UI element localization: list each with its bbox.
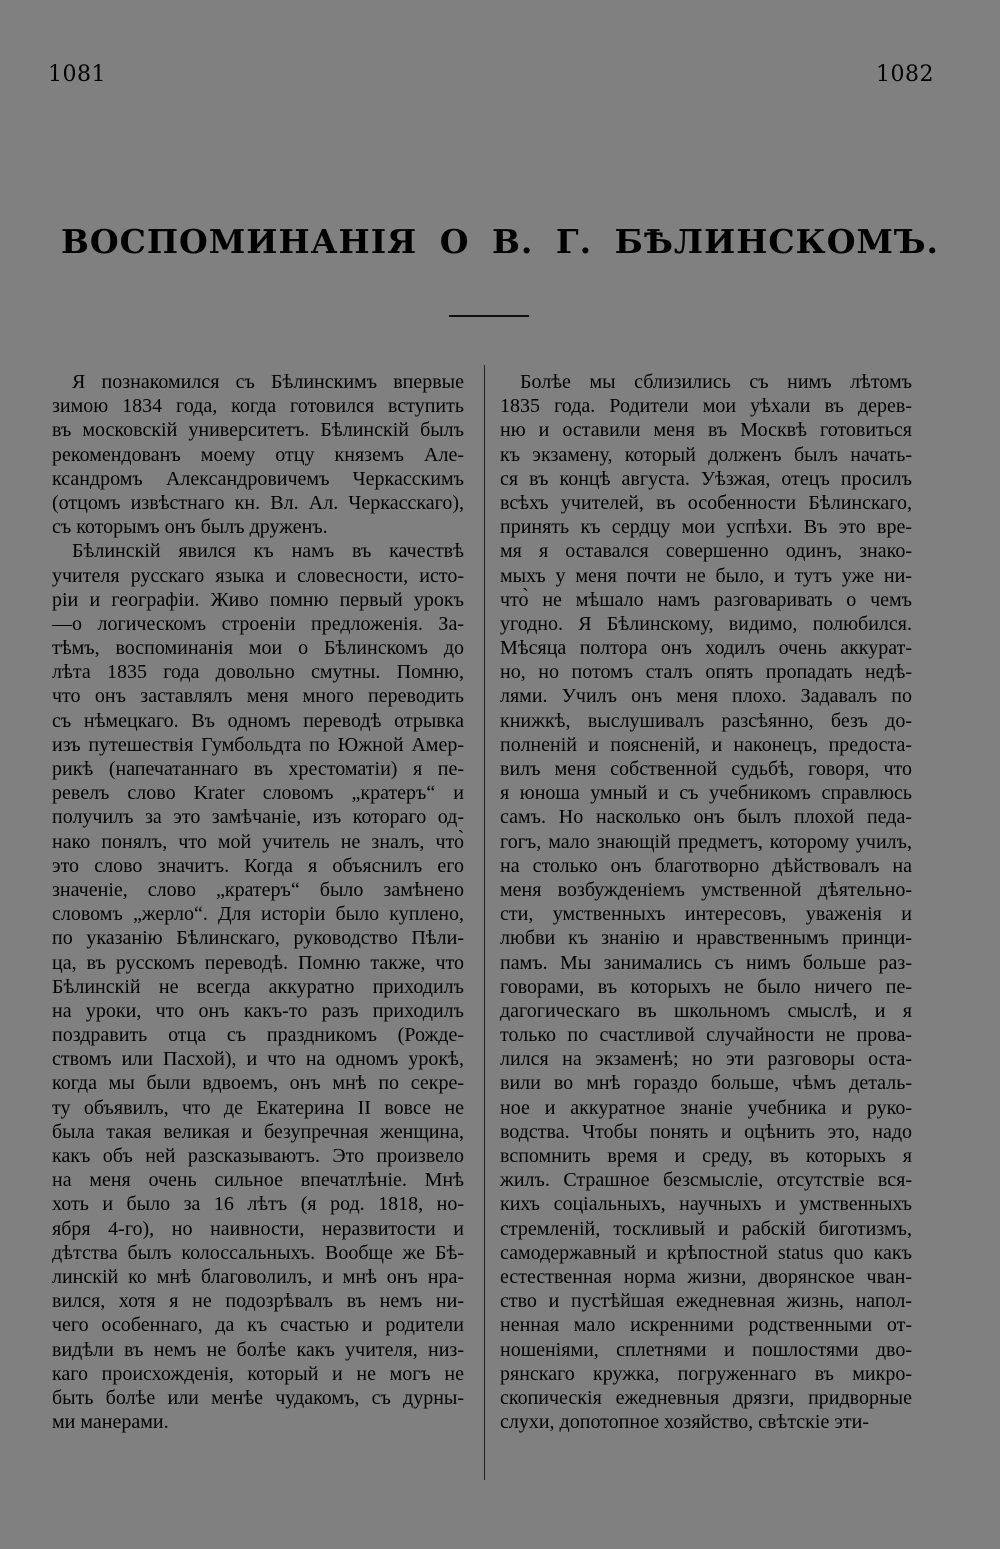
text-line: когда мы были вдвоемъ, онъ мнѣ по секре- (52, 1072, 464, 1095)
text-line: (отцомъ извѣстнаго кн. Вл. Ал. Черкасскаго), (52, 491, 464, 514)
text-line: рянскаго кружка, погруженнаго въ микро- (500, 1362, 912, 1385)
right-column (500, 370, 912, 1434)
text-line: жилъ. Страшное безсмысліе, отсутствіе вся- (500, 1169, 912, 1192)
text-line: я юноша умный и съ учебникомъ справлюсь (500, 782, 912, 805)
text-line: была такая великая и безупречная женщина, (52, 1120, 464, 1143)
text-line: принять къ сердцу мои успѣхи. Въ это вре- (500, 516, 912, 539)
text-line: на уроки, что онъ какъ-то разъ приходилъ (52, 999, 464, 1022)
text-line: но, но потомъ сталъ опять пропадать недѣ- (500, 661, 912, 684)
text-line: получилъ за это замѣчаніе, изъ котораго од- (52, 806, 464, 829)
text-line: дагогическаго въ школьномъ смыслѣ, и я (500, 999, 912, 1022)
title-rule (449, 315, 529, 317)
text-line: съ нѣмецкаго. Въ одномъ переводѣ отрывка (52, 709, 464, 732)
text-line: хоть и было за 16 лѣтъ (я род. 1818, но- (52, 1193, 464, 1216)
text-line: ствомъ или Пасхой), и что на одномъ урокѣ, (52, 1048, 464, 1071)
text-line: каго происхожденія, который и не могъ не (52, 1362, 464, 1385)
paragraph (52, 539, 464, 1434)
text-line: вспомнить время и среду, въ которыхъ я (500, 1145, 912, 1167)
text-line: быть болѣе или менѣе чудакомъ, съ дурны- (52, 1386, 464, 1409)
text-line: самъ. Но насколько онъ былъ плохой педа- (500, 806, 912, 829)
text-line: Бѣлинскій не всегда аккуратно приходилъ (52, 975, 464, 998)
text-line: меня возбужденіемъ умственной дѣятельно- (500, 878, 912, 901)
text-line: ября 4-го), но наивности, неразвитости и (52, 1217, 464, 1240)
text-line: ріи и географіи. Живо помню первый урокъ (52, 588, 464, 611)
text-line: поздравить отца съ праздникомъ (Рожде- (52, 1024, 464, 1047)
text-line: на столько онъ благотворно дѣйствовалъ на (500, 854, 912, 877)
text-line: вилъ меня собственной судьбѣ, говоря, что (500, 758, 912, 780)
text-line: изъ путешествія Гумбольдта по Южной Амер- (52, 733, 464, 756)
text-line: ню и оставили меня въ Москвѣ готовиться (500, 419, 912, 442)
text-line: рекомендованъ моему отцу княземъ Але- (52, 443, 464, 466)
text-line: ненная мало искренними родственными от- (500, 1314, 912, 1337)
text-line: мя я оставался совершенно одинъ, знако- (500, 540, 912, 563)
text-line: лился на экзаменѣ; но эти разговоры оста- (500, 1048, 912, 1071)
text-line: что̀ не мѣшало намъ разговаривать о чемъ (500, 588, 912, 611)
text-line: скопическія ежедневныя дрязги, придворные (500, 1386, 912, 1409)
text-line: значеніе, слово „кратеръ“ было замѣнено (52, 878, 464, 901)
text-line: Я познакомился съ Бѣлинскимъ впервые (72, 371, 464, 393)
text-line: слухи, допотопное хозяйство, свѣтскіе эти- (500, 1411, 870, 1434)
text-line: говорами, въ которыхъ не было ничего пе- (500, 975, 912, 998)
text-line: ство и пустѣйшая ежедневная жизнь, напол- (500, 1290, 912, 1313)
text-line: вили во мнѣ гораздо больше, чѣмъ деталь- (500, 1072, 912, 1095)
left-column (52, 370, 464, 1434)
text-line: съ которымъ онъ былъ друженъ. (52, 516, 328, 539)
text-line: вился, хотя я не подозрѣвалъ въ немъ ни- (52, 1290, 464, 1313)
text-line: на меня очень сильное впечатлѣніе. Мнѣ (52, 1169, 464, 1192)
page-number-right: 1082 (876, 62, 934, 87)
text-line: мыхъ у меня почти не было, и тутъ уже ни- (500, 564, 912, 587)
paragraph (52, 370, 464, 539)
text-line: любви къ знанію и нравственнымъ принци- (500, 927, 912, 950)
text-line: зимою 1834 года, когда готовился вступить (52, 395, 464, 418)
text-line: полненій и поясненій, и наконецъ, предоста- (500, 733, 912, 756)
text-line: какъ объ ней разсказываютъ. Это произвело (52, 1145, 464, 1167)
text-line: лями. Училъ онъ меня плохо. Задавалъ по (500, 685, 912, 708)
text-line: гогъ, мало знающій предметъ, которому училъ, (500, 830, 912, 853)
text-line: ксандромъ Александровичемъ Черкасскимъ (52, 467, 464, 490)
text-line: рикѣ (напечатаннаго въ хрестоматіи) я пе- (52, 758, 464, 780)
text-line: —о логическомъ строеніи предложенія. За- (52, 612, 464, 635)
text-line: нако понялъ, что мой учитель не зналъ, что̀ (52, 830, 464, 853)
text-line: Мѣсяца полтора онъ ходилъ очень аккурат- (500, 637, 912, 660)
text-line: кихъ соціальныхъ, научныхъ и умственныхъ (500, 1193, 912, 1216)
text-line: учителя русскаго языка и словесности, исто- (52, 564, 464, 587)
text-line: тѣмъ, воспоминанія мои о Бѣлинскомъ до (52, 637, 464, 660)
text-line: ту объявилъ, что де Екатерина II вовсе не (52, 1096, 464, 1119)
text-line: самодержавный и крѣпостной status quo какъ (500, 1241, 912, 1264)
text-line: въ московскій университетъ. Бѣлинскій былъ (52, 419, 464, 442)
text-line: къ экзамену, который долженъ былъ начать- (500, 443, 912, 466)
text-line: стремленій, тоскливый и рабскій биготизмъ, (500, 1217, 912, 1240)
text-line: дѣтства былъ колоссальныхъ. Вообще же Бѣ- (52, 1241, 464, 1264)
text-line: ношеніями, сплетнями и пошлостями дво- (500, 1338, 912, 1361)
text-line: водства. Чтобы понять и оцѣнить это, надо (500, 1120, 912, 1143)
text-line: что онъ заставлялъ меня много переводить (52, 685, 464, 708)
article-title: ВОСПОМИНАНІЯ О В. Г. БѢЛИНСКОМЪ. (60, 222, 940, 261)
text-line: памъ. Мы занимались съ нимъ больше раз- (500, 951, 912, 974)
text-line: угодно. Я Бѣлинскому, видимо, полюбился. (500, 612, 912, 635)
text-line: словомъ „жерло“. Для исторіи было куплено, (52, 903, 464, 926)
text-line: по указанію Бѣлинскаго, руководство Пѣли- (52, 927, 464, 950)
text-line: ное и аккуратное знаніе учебника и руко- (500, 1096, 912, 1119)
text-line: Бѣлинскій явился къ намъ въ качествѣ (72, 540, 464, 563)
text-line: чего особеннаго, да къ счастью и родители (52, 1314, 464, 1337)
paragraph (500, 370, 912, 1434)
page-number-left: 1081 (48, 62, 106, 87)
text-line: естественная норма жизни, дворянское чван- (500, 1265, 912, 1288)
text-line: книжкѣ, выслушивалъ разсѣянно, безъ до- (500, 709, 912, 732)
text-line: ца, въ русскомъ переводѣ. Помню также, что (52, 951, 464, 974)
text-line: только по счастливой случайности не прова- (500, 1024, 912, 1047)
text-line: ми манерами. (52, 1411, 169, 1434)
text-line: лѣта 1835 года довольно смутны. Помню, (52, 661, 464, 684)
text-line: всѣхъ учителей, въ особенности Бѣлинскаго, (500, 491, 912, 514)
text-line: ся въ концѣ августа. Уѣзжая, отецъ просилъ (500, 467, 912, 490)
text-line: ревелъ слово Krater словомъ „кратеръ“ и (52, 782, 464, 805)
text-line: 1835 года. Родители мои уѣхали въ дерев- (500, 395, 912, 418)
text-line: линскій ко мнѣ благоволилъ, и мнѣ онъ нра- (52, 1265, 464, 1288)
text-line: сти, умственныхъ интересовъ, уваженія и (500, 903, 912, 926)
text-line: это слово значитъ. Когда я объяснилъ его (52, 854, 464, 877)
text-line: Болѣе мы сблизились съ нимъ лѣтомъ (520, 371, 912, 393)
column-divider (484, 365, 485, 1480)
text-line: видѣли въ немъ не болѣе какъ учителя, низ- (52, 1338, 464, 1361)
